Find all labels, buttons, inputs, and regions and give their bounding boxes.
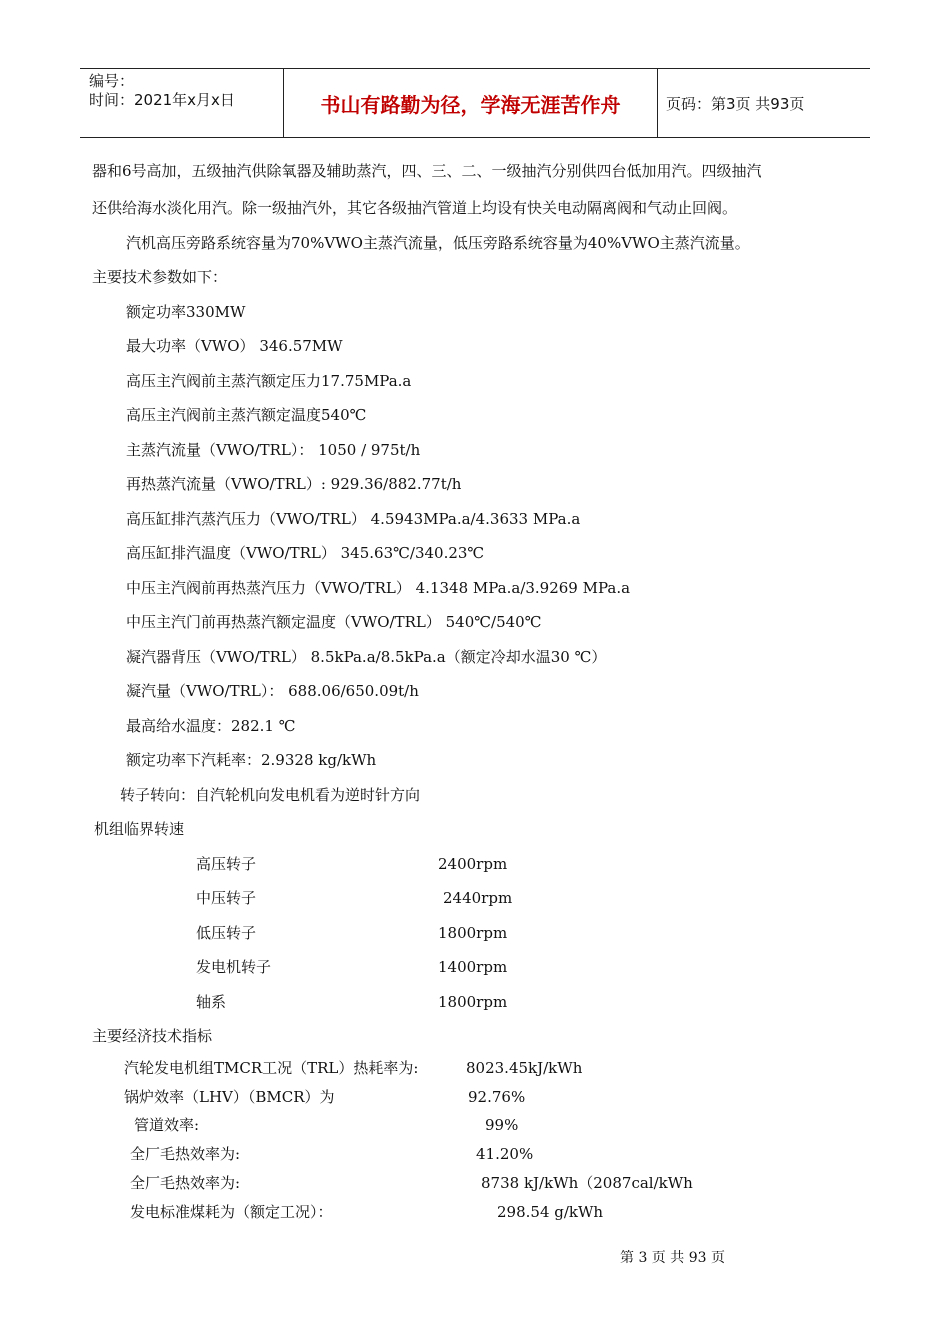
page-header <box>80 68 870 138</box>
number-label: 编号： <box>89 72 135 90</box>
critical-speed-value: 2400rpm <box>438 855 508 873</box>
param-item: 额定功率下汽耗率：2.9328 kg/kWh <box>126 751 377 769</box>
header-motto: 书山有路勤为径，学海无涯苦作舟 <box>283 69 658 137</box>
param-item: 高压缸排汽蒸汽压力（VWO/TRL） 4.5943MPa.a/4.3633 MPa.a <box>126 510 581 528</box>
critical-speed-heading: 机组临界转速 <box>94 820 185 838</box>
critical-speed-name: 轴系 <box>196 993 227 1011</box>
economic-value: 298.54 g/kWh <box>497 1203 604 1221</box>
economic-name: 管道效率: <box>134 1116 200 1134</box>
param-item: 高压主汽阀前主蒸汽额定压力17.75MPa.a <box>126 372 412 390</box>
time-label: 时间：2021年x月x日 <box>89 91 235 109</box>
header-page-code: 页码：第3页 共93页 <box>666 94 805 113</box>
economic-name: 发电标准煤耗为（额定工况）： <box>130 1203 333 1221</box>
param-item: 中压主汽阀前再热蒸汽压力（VWO/TRL） 4.1348 MPa.a/3.9269 MPa.a <box>126 579 631 597</box>
critical-speed-value: 1800rpm <box>438 924 508 942</box>
economic-value: 92.76% <box>468 1088 526 1106</box>
param-item: 额定功率330MW <box>126 303 246 321</box>
param-item: 中压主汽门前再热蒸汽额定温度（VWO/TRL） 540℃/540℃ <box>126 613 542 631</box>
intro-line-2: 还供给海水淡化用汽。除一级抽汽外，其它各级抽汽管道上均设有快关电动隔离阀和气动止回阀。 <box>92 199 738 217</box>
economic-value: 8738 kJ/kWh（2087cal/kWh <box>481 1174 693 1192</box>
critical-speed-value: 2440rpm <box>443 889 513 907</box>
economic-value: 41.20% <box>476 1145 534 1163</box>
economic-name: 汽轮发电机组TMCR工况（TRL）热耗率为: <box>124 1059 419 1077</box>
economic-name: 全厂毛热效率为: <box>130 1174 241 1192</box>
page-footer: 第 3 页 共 93 页 <box>620 1250 725 1266</box>
param-item: 凝汽器背压（VWO/TRL） 8.5kPa.a/8.5kPa.a（额定冷却水温30 ℃） <box>126 648 607 666</box>
param-item: 高压缸排汽温度（VWO/TRL） 345.63℃/340.23℃ <box>126 544 485 562</box>
economic-name: 全厂毛热效率为: <box>130 1145 241 1163</box>
critical-speed-value: 1800rpm <box>438 993 508 1011</box>
param-item: 高压主汽阀前主蒸汽额定温度540℃ <box>126 406 367 424</box>
economic-value: 8023.45kJ/kWh <box>466 1059 583 1077</box>
economic-name: 锅炉效率（LHV）（BMCR）为 <box>124 1088 335 1106</box>
economic-value: 99% <box>485 1116 519 1134</box>
param-item: 凝汽量（VWO/TRL）： 688.06/650.09t/h <box>126 682 419 700</box>
header-meta <box>80 69 283 137</box>
param-item: 再热蒸汽流量（VWO/TRL）: 929.36/882.77t/h <box>126 475 462 493</box>
param-item: 主蒸汽流量（VWO/TRL）： 1050 / 975t/h <box>126 441 421 459</box>
rotation-direction: 转子转向：自汽轮机向发电机看为逆时针方向 <box>120 786 421 804</box>
critical-speed-value: 1400rpm <box>438 958 508 976</box>
critical-speed-name: 中压转子 <box>196 889 257 907</box>
intro-line-1: 器和6号高加，五级抽汽供除氧器及辅助蒸汽，四、三、二、一级抽汽分别供四台低加用汽。四级抽汽 <box>92 162 762 180</box>
param-item: 最大功率（VWO） 346.57MW <box>126 337 343 355</box>
intro-line-3: 汽机高压旁路系统容量为70%VWO主蒸汽流量，低压旁路系统容量为40%VWO主蒸汽流量。 <box>126 234 750 252</box>
critical-speed-name: 高压转子 <box>196 855 257 873</box>
economic-heading: 主要经济技术指标 <box>92 1027 213 1045</box>
critical-speed-name: 低压转子 <box>196 924 257 942</box>
param-item: 最高给水温度：282.1 ℃ <box>126 717 296 735</box>
critical-speed-name: 发电机转子 <box>196 958 272 976</box>
params-heading: 主要技术参数如下： <box>92 268 228 286</box>
